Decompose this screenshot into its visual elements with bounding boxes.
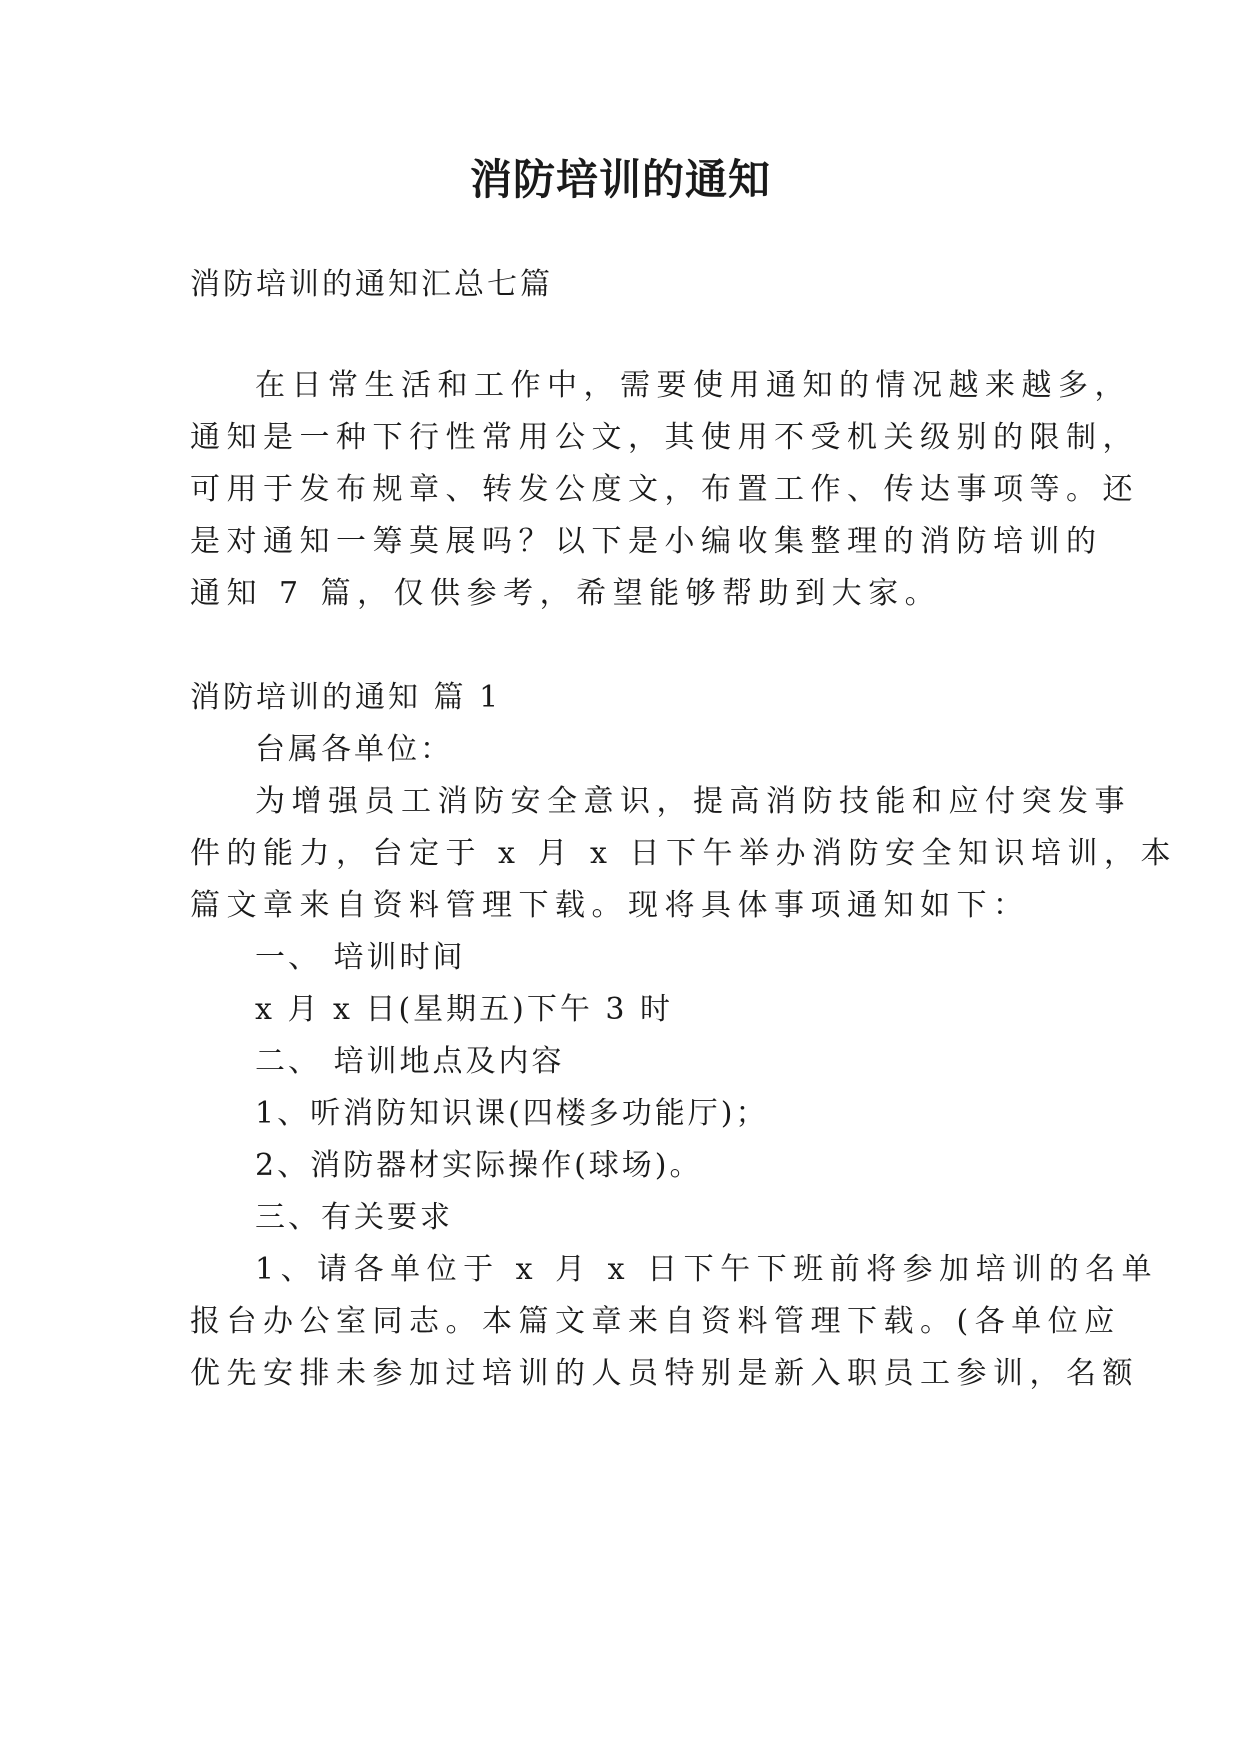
item-2-point-1: 1、听消防知识课(四楼多功能厅)； — [255, 1096, 769, 1131]
intro-line-2: 通知是一种下行性常用公文，其使用不受机关级别的限制， — [190, 420, 1139, 455]
item-2-point-2: 2、消防器材实际操作(球场)。 — [255, 1148, 703, 1183]
intro-line-4: 是对通知一筹莫展吗？以下是小编收集整理的消防培训的 — [190, 524, 1103, 559]
intro-line-5: 通知 7 篇，仅供参考，希望能够帮助到大家。 — [190, 576, 942, 611]
item-3-line-3: 优先安排未参加过培训的人员特别是新入职员工参训，名额 — [190, 1356, 1139, 1391]
intro-line-3: 可用于发布规章、转发公度文，布置工作、传达事项等。还 — [190, 472, 1139, 507]
section-1-heading: 消防培训的通知 篇 1 — [190, 680, 502, 715]
document-subtitle: 消防培训的通知汇总七篇 — [190, 267, 553, 302]
document-title: 消防培训的通知 — [469, 155, 771, 204]
salutation: 台属各单位： — [255, 732, 453, 767]
intro-line-1: 在日常生活和工作中，需要使用通知的情况越来越多， — [255, 368, 1131, 403]
item-1-text: x 月 x 日(星期五)下午 3 时 — [255, 992, 674, 1027]
para-1-line-1: 为增强员工消防安全意识，提高消防技能和应付突发事 — [255, 784, 1131, 819]
para-1-line-2: 件的能力，台定于 x 月 x 日下午举办消防安全知识培训，本 — [190, 836, 1177, 871]
item-3-heading: 三、有关要求 — [255, 1200, 453, 1235]
item-2-heading: 二、 培训地点及内容 — [255, 1044, 565, 1079]
item-3-line-1: 1、请各单位于 x 月 x 日下午下班前将参加培训的名单 — [255, 1252, 1159, 1287]
item-1-heading: 一、 培训时间 — [255, 940, 466, 975]
item-3-line-2: 报台办公室同志。本篇文章来自资料管理下载。(各单位应 — [190, 1304, 1121, 1339]
para-1-line-3: 篇文章来自资料管理下载。现将具体事项通知如下： — [190, 888, 1030, 923]
